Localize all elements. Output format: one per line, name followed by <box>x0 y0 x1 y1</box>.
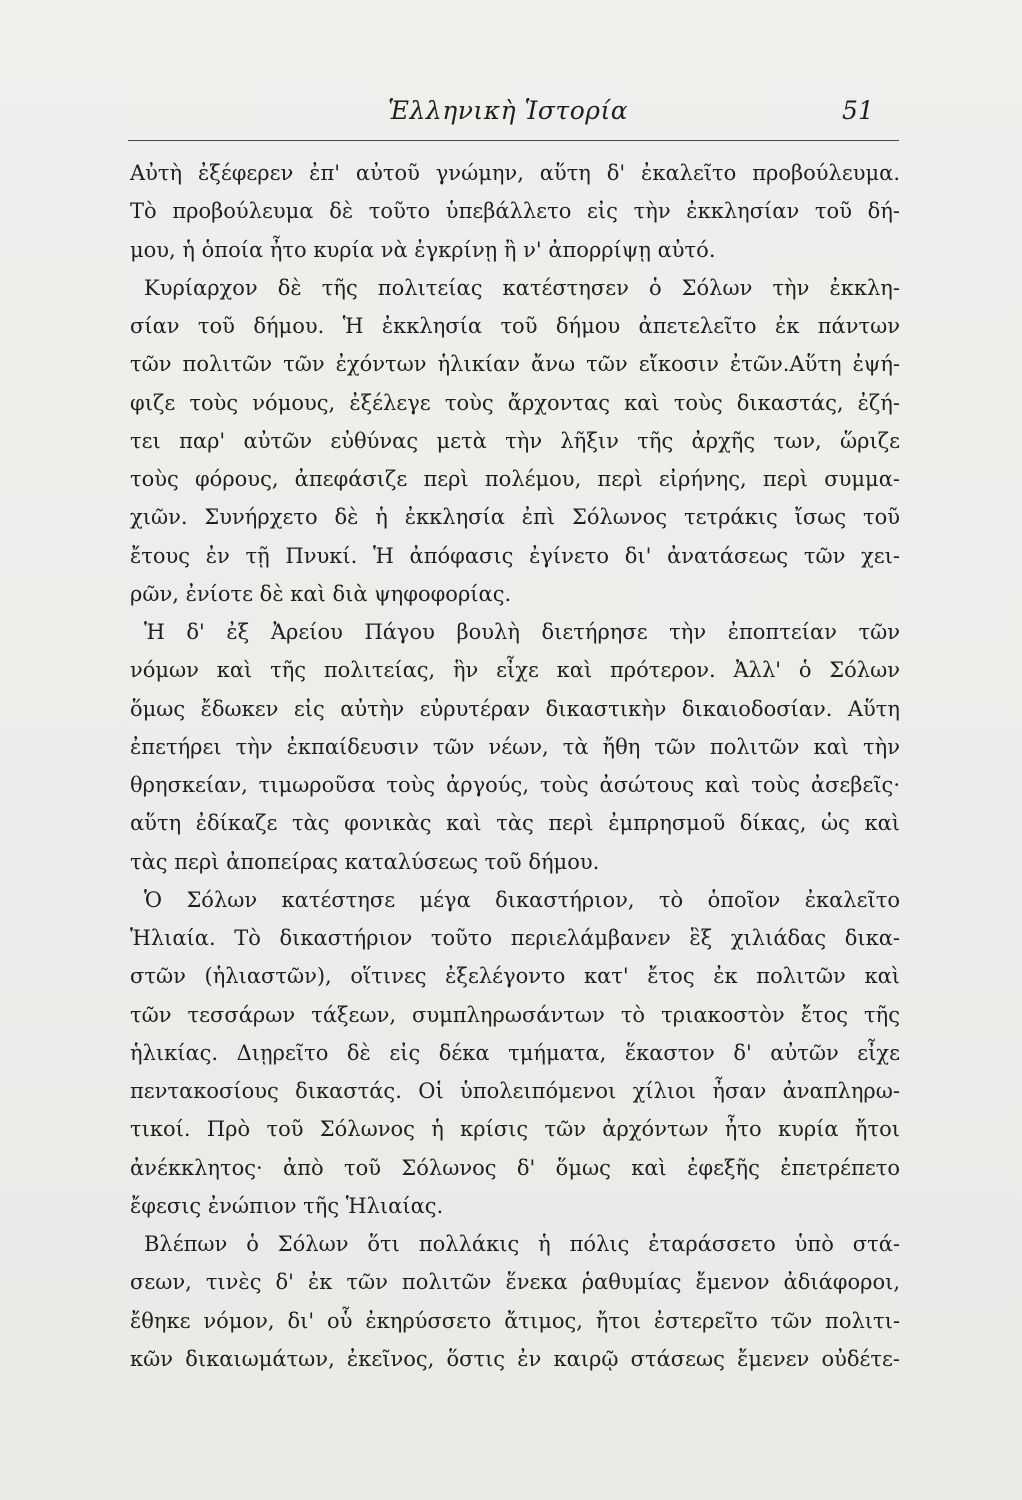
text-line: τῶν πολιτῶν τῶν ἐχόντων ἡλικίαν ἄνω τῶν εἴκοσιν ἐτῶν.Αὕτη ἐψή- <box>130 352 900 377</box>
text-line: τικοί. Πρὸ τοῦ Σόλωνος ἡ κρίσις τῶν ἀρχόντων ἦτο κυρία ἤτοι <box>130 1117 900 1142</box>
text-line: ἡλικίας. Διῃρεῖτο δὲ εἰς δέκα τμήματα, ἕκαστον δ' αὐτῶν εἶχε <box>130 1040 900 1065</box>
text-line: νόμων καὶ τῆς πολιτείας, ἣν εἶχε καὶ πρότερον. Ἀλλ' ὁ Σόλων <box>130 658 900 683</box>
header-rule <box>128 140 899 141</box>
text-line: ρῶν, ἐνίοτε δὲ καὶ διὰ ψηφοφορίας. <box>130 581 512 606</box>
text-line: Ἡ δ' ἐξ Ἀρείου Πάγου βουλὴ διετήρησε τὴν ἐποπτείαν τῶν <box>144 620 900 644</box>
text-line: Ὁ Σόλων κατέστησε μέγα δικαστήριον, τὸ ὁποῖον ἐκαλεῖτο <box>144 887 900 912</box>
text-line: Τὸ προβούλευμα δὲ τοῦτο ὑπεβάλλετο εἰς τὴν ἐκκλησίαν τοῦ δή- <box>130 199 900 224</box>
text-line: στῶν (ἡλιαστῶν), οἵτινες ἐξελέγοντο κατ' ἔτος ἐκ πολιτῶν καὶ <box>130 964 900 989</box>
text-line: Ἡλιαία. Τὸ δικαστήριον τοῦτο περιελάμβανεν ἓξ χιλιάδας δικα- <box>130 926 900 950</box>
text-line: ἔτους ἐν τῇ Πνυκί. Ἡ ἀπόφασις ἐγίνετο δι' ἀνατάσεως τῶν χει- <box>130 543 900 568</box>
text-line: ἔφεσις ἐνώπιον τῆς Ἡλιαίας. <box>130 1193 444 1218</box>
text-line: τει παρ' αὐτῶν εὐθύνας μετὰ τὴν λῆξιν τῆς ἀρχῆς των, ὥριζε <box>130 428 900 453</box>
text-line: αὕτη ἐδίκαζε τὰς φονικὰς καὶ τὰς περὶ ἐμπρησμοῦ δίκας, ὡς καὶ <box>130 811 900 836</box>
text-line: σεων, τινὲς δ' ἐκ τῶν πολιτῶν ἕνεκα ῥαθυμίας ἔμενον ἀδιάφοροι, <box>130 1270 900 1295</box>
text-line: τὰς περὶ ἀποπείρας καταλύσεως τοῦ δήμου. <box>130 849 600 874</box>
text-line: σίαν τοῦ δήμου. Ἡ ἐκκλησία τοῦ δήμου ἀπετελεῖτο ἐκ πάντων <box>130 314 900 338</box>
text-line: Βλέπων ὁ Σόλων ὅτι πολλάκις ἡ πόλις ἐταράσσετο ὑπὸ στά- <box>144 1232 900 1256</box>
text-line: Κυρίαρχον δὲ τῆς πολιτείας κατέστησεν ὁ Σόλων τὴν ἐκκλη- <box>144 275 900 300</box>
page-header <box>0 96 1022 136</box>
text-line: τοὺς φόρους, ἀπεφάσιζε περὶ πολέμου, περὶ εἰρήνης, περὶ συμμα- <box>130 467 900 491</box>
text-line: ἀνέκκλητος· ἀπὸ τοῦ Σόλωνος δ' ὅμως καὶ ἐφεξῆς ἐπετρέπετο <box>130 1155 900 1180</box>
body-text <box>130 154 900 1378</box>
text-line: κῶν δικαιωμάτων, ἐκεῖνος, ὅστις ἐν καιρῷ στάσεως ἔμενεν οὐδέτε- <box>130 1346 900 1371</box>
text-line: χιῶν. Συνήρχετο δὲ ἡ ἐκκλησία ἐπὶ Σόλωνος τετράκις ἴσως τοῦ <box>130 505 900 530</box>
page-number: 51 <box>842 96 874 125</box>
text-line: ὅμως ἔδωκεν εἰς αὐτὴν εὐρυτέραν δικαστικὴν δικαιοδοσίαν. Αὕτη <box>130 696 900 721</box>
text-line: τῶν τεσσάρων τάξεων, συμπληρωσάντων τὸ τριακοστὸν ἔτος τῆς <box>130 1002 900 1027</box>
text-line: θρησκείαν, τιμωροῦσα τοὺς ἀργούς, τοὺς ἀσώτους καὶ τοὺς ἀσεβεῖς· <box>130 773 900 797</box>
text-line: ἔθηκε νόμον, δι' οὗ ἐκηρύσσετο ἄτιμος, ἤτοι ἐστερεῖτο τῶν πολιτι- <box>130 1308 900 1333</box>
text-line: ἐπετήρει τὴν ἐκπαίδευσιν τῶν νέων, τὰ ἤθη τῶν πολιτῶν καὶ τὴν <box>130 734 900 759</box>
text-line: φιζε τοὺς νόμους, ἐξέλεγε τοὺς ἄρχοντας καὶ τοὺς δικαστάς, ἐζή- <box>130 390 900 415</box>
running-head: Ἑλληνικὴ Ἱστορία <box>388 96 629 125</box>
text-line: μου, ἡ ὁποία ἦτο κυρία νὰ ἐγκρίνῃ ἢ ν' ἀπορρίψῃ αὐτό. <box>130 237 716 262</box>
text-line: Αὐτὴ ἐξέφερεν ἐπ' αὐτοῦ γνώμην, αὕτη δ' ἐκαλεῖτο προβούλευμα. <box>130 161 900 185</box>
text-line: πεντακοσίους δικαστάς. Οἱ ὑπολειπόμενοι χίλιοι ἦσαν ἀναπληρω- <box>130 1079 900 1103</box>
